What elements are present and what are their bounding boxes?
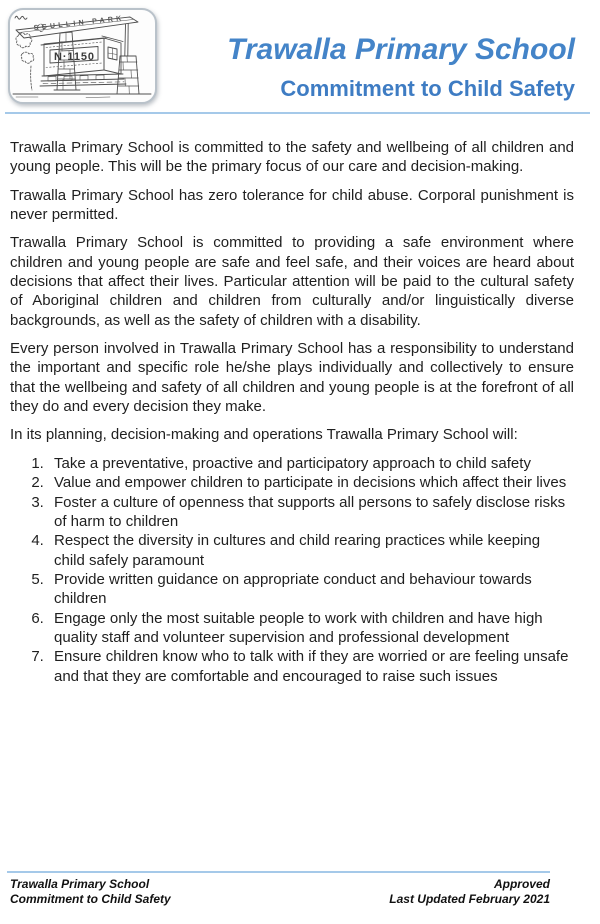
logo-year-scribble: [15, 16, 27, 19]
logo-sign-post: [125, 24, 128, 56]
list-item: 1. Take a preventative, proactive and participatory approach to child safety: [48, 454, 574, 473]
list-item: 6. Engage only the most suitable people to work with children and have high quality staff and volunteer supervision and professional development: [48, 609, 574, 648]
header-titles: [227, 33, 575, 101]
list-item: 2. Value and empower children to participate in decisions which affect their lives: [48, 473, 574, 492]
policy-paragraph: Every person involved in Trawalla Primary School has a responsibility to understand the important and specific role he/she plays individually and collectively to ensure that the wellbeing and safety of all children and young people is at the forefront of all they do and every decision they make.: [10, 340, 574, 416]
policy-paragraph: In its planning, decision-making and operations Trawalla Primary School will:: [10, 426, 518, 444]
footer-doc-name: Trawalla Primary School: [10, 877, 150, 891]
header-divider: [5, 112, 590, 114]
footer-right: [389, 877, 550, 907]
policy-paragraph: Trawalla Primary School has zero tolerance for child abuse. Corporal punishment is never permitted.: [10, 186, 574, 224]
logo-sign-text: SCULLIN PARK: [33, 15, 122, 32]
document-title: Commitment to Child Safety: [280, 75, 575, 101]
policy-paragraph: Trawalla Primary School is committed to providing a safe environment where children and young people are safe and feel safe, and their voices are heard about decisions that affect their lives. Particular attention will be paid to the cultural safety of Aboriginal children and children from culturally and/or linguistically diverse backgrounds, as well as the safety of children with a disability.: [10, 234, 574, 329]
footer-status: Approved: [493, 877, 550, 891]
school-name-title: Trawalla Primary School: [227, 33, 575, 66]
page-footer: [7, 871, 550, 907]
logo-right-pillar: [117, 56, 139, 94]
school-logo-sketch: [10, 10, 155, 102]
footer-last-updated: Last Updated February 2021: [389, 892, 550, 906]
logo-engine-text: N·1150: [54, 51, 94, 63]
school-logo: [8, 8, 157, 104]
list-item: 7. Ensure children know who to talk with if they are worried or are feeling unsafe and that they are comfortable and encouraged to raise such issues: [48, 647, 574, 686]
policy-paragraph: Trawalla Primary School is committed to the safety and wellbeing of all children and young people. This will be the primary focus of our care and decision-making.: [10, 139, 574, 176]
footer-doc-subtitle: Commitment to Child Safety: [10, 892, 171, 906]
commitment-list: [10, 454, 574, 686]
list-item: 3. Foster a culture of openness that supports all persons to safely disclose risks of harm to children: [48, 493, 574, 532]
logo-ground: [13, 94, 151, 98]
footer-left: [7, 877, 171, 907]
policy-content: [10, 138, 574, 686]
list-item: 5. Provide written guidance on appropriate conduct and behaviour towards children: [48, 570, 574, 609]
list-item: 4. Respect the diversity in cultures and child rearing practices while keeping child safely paramount: [48, 531, 574, 570]
